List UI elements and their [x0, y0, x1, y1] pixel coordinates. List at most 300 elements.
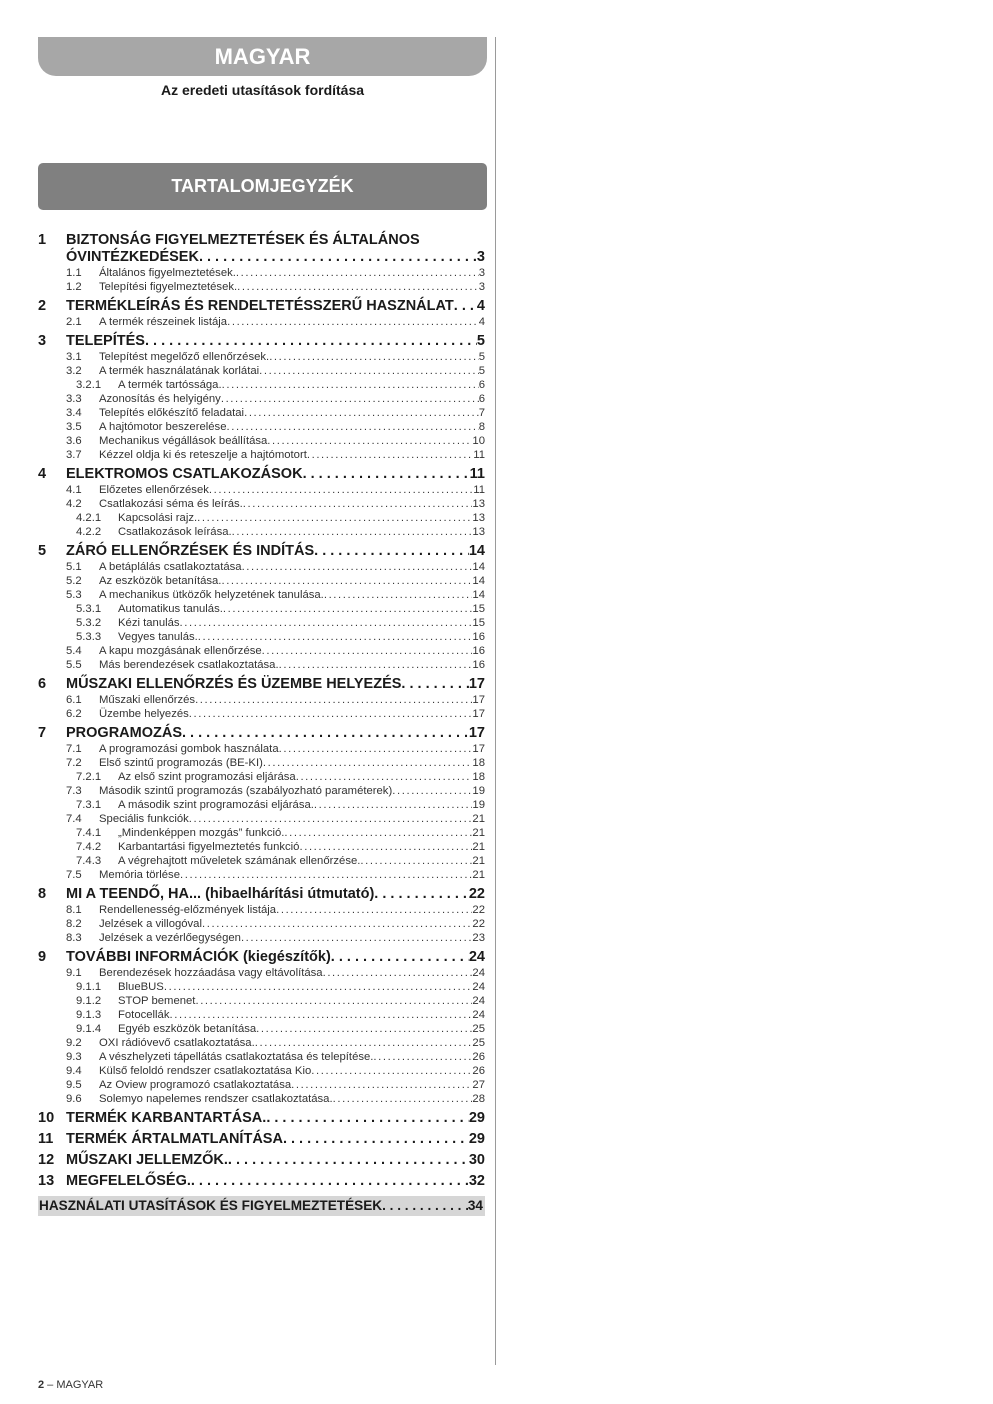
toc-entry-page: 5: [478, 351, 485, 363]
toc-entry-number: 5: [38, 543, 47, 559]
user-instructions-page: 34: [467, 1198, 483, 1213]
toc-entry[interactable]: [38, 658, 485, 672]
toc-entry-title: Műszaki ellenőrzés: [99, 694, 196, 706]
toc-entry-number: 9.1.4: [76, 1023, 102, 1035]
toc-entry[interactable]: [38, 448, 485, 462]
toc-entry-page: 21: [472, 827, 485, 839]
toc-entry-title: Csatlakozási séma és leírás.: [99, 498, 243, 510]
toc-entry[interactable]: [38, 350, 485, 364]
toc-entry-number: 3.2.1: [76, 379, 102, 391]
toc-entry-number: 9.1: [66, 967, 82, 979]
toc-entry[interactable]: [38, 406, 485, 420]
toc-list: [38, 266, 485, 1190]
leader-dots: [255, 1036, 473, 1050]
leader-dots: [314, 543, 469, 560]
toc-entry-page: 14: [472, 575, 485, 587]
toc-entry-number: 5.3: [66, 589, 82, 601]
toc-entry-number: 7.4.3: [76, 855, 102, 867]
toc-entry-title: A termék tartóssága.: [118, 379, 222, 391]
leader-dots: [198, 630, 473, 644]
toc-entry-number: 5.3.1: [76, 603, 102, 615]
toc-entry-title: Csatlakozások leírása.: [118, 526, 232, 538]
toc-entry-title: Előzetes ellenőrzések: [99, 484, 209, 496]
toc-entry-number: 4.2.2: [76, 526, 102, 538]
toc-entry-title: TERMÉK KARBANTARTÁSA.: [66, 1110, 267, 1126]
leader-dots: [227, 315, 479, 329]
toc-entry[interactable]: [38, 280, 485, 294]
toc-entry-page: 27: [472, 1079, 485, 1091]
toc-entry-title: Rendellenesség-előzmények listája: [99, 904, 277, 916]
toc-entry[interactable]: [38, 1092, 485, 1106]
toc-entry-title: Vegyes tanulás.: [118, 631, 198, 643]
toc-entry-title: Második szintű programozás (szabályozható paraméterek): [99, 785, 393, 797]
language-banner: MAGYAR: [38, 37, 487, 76]
leader-dots: [180, 616, 473, 630]
toc-entry-number: 3.4: [66, 407, 82, 419]
leader-dots: [189, 812, 473, 826]
toc-entry-page: 21: [472, 813, 485, 825]
toc-entry[interactable]: [38, 1078, 485, 1092]
toc-entry-number: 1: [38, 232, 47, 248]
toc-entry[interactable]: [38, 466, 485, 483]
toc-entry[interactable]: [38, 770, 485, 784]
leader-dots: [291, 1078, 472, 1092]
leader-dots: [303, 466, 470, 483]
toc-entry-title: Kézi tanulás: [118, 617, 180, 629]
toc-entry[interactable]: [38, 966, 485, 980]
leader-dots: [256, 1022, 472, 1036]
toc-entry-page: 17: [468, 725, 485, 741]
toc-entry-title: Kézzel oldja ki és reteszelje a hajtómotort: [99, 449, 307, 461]
toc-entry-title: A végrehajtott műveletek számának ellenőrzése.: [118, 855, 361, 867]
toc-entry[interactable]: [38, 798, 485, 812]
toc-entry-1[interactable]: [38, 232, 485, 249]
toc-entry[interactable]: [38, 1173, 485, 1190]
toc-entry[interactable]: [38, 298, 485, 315]
toc-entry-number: 8: [38, 886, 47, 902]
toc-entry-number: 9.6: [66, 1093, 82, 1105]
toc-entry[interactable]: [38, 630, 485, 644]
leader-dots: [333, 1092, 473, 1106]
toc-entry-title: Speciális funkciók: [99, 813, 189, 825]
leader-dots: [279, 742, 473, 756]
toc-entry[interactable]: [38, 543, 485, 560]
toc-entry-number: 13: [38, 1173, 55, 1189]
leader-dots: [284, 826, 472, 840]
leader-dots: [314, 798, 473, 812]
toc-entry-page: 24: [472, 967, 485, 979]
toc-entry-number: 7.3.1: [76, 799, 102, 811]
toc-entry-title: A hajtómotor beszerelése: [99, 421, 227, 433]
toc-entry-title: Kapcsolási rajz.: [118, 512, 198, 524]
toc-entry-page: 21: [472, 855, 485, 867]
toc-entry-page: 29: [468, 1131, 485, 1147]
toc-entry[interactable]: [38, 707, 485, 721]
leader-dots: [401, 676, 468, 693]
toc-entry[interactable]: [38, 511, 485, 525]
toc-entry-page: 25: [472, 1023, 485, 1035]
toc-entry-page: 15: [472, 617, 485, 629]
toc-entry-number: 9: [38, 949, 47, 965]
toc-entry-page: 24: [472, 1009, 485, 1021]
toc-entry-number: 9.4: [66, 1065, 82, 1077]
toc-entry-number: 5.4: [66, 645, 82, 657]
leader-dots: [202, 917, 472, 931]
toc-entry[interactable]: [38, 725, 485, 742]
toc-entry-number: 8.2: [66, 918, 82, 930]
toc-entry-title: Az Oview programozó csatlakoztatása: [99, 1079, 292, 1091]
toc-entry-page: 11: [473, 449, 485, 461]
toc-entry-title: Üzembe helyezés: [99, 708, 189, 720]
leader-dots: [373, 1050, 472, 1064]
toc-entry[interactable]: [38, 602, 485, 616]
toc-entry-page: 29: [468, 1110, 485, 1126]
leader-dots: [226, 420, 478, 434]
toc-entry[interactable]: [38, 315, 485, 329]
leader-dots: [311, 1064, 472, 1078]
toc-entry[interactable]: [38, 364, 485, 378]
toc-entry-page: 17: [472, 743, 485, 755]
toc-entry-page: 16: [472, 645, 485, 657]
toc-entry[interactable]: [38, 434, 485, 448]
leader-dots: [199, 249, 477, 266]
toc-entry-page: 18: [472, 757, 485, 769]
toc-entry-title: BlueBUS: [118, 981, 164, 993]
toc-entry-number: 3.3: [66, 393, 82, 405]
toc-entry[interactable]: [38, 483, 485, 497]
leader-dots: [164, 980, 473, 994]
toc-entry-title: MŰSZAKI ELLENŐRZÉS ÉS ÜZEMBE HELYEZÉS: [66, 676, 402, 692]
toc-entry-number: 9.3: [66, 1051, 82, 1063]
toc-entry[interactable]: [38, 949, 485, 966]
toc-entry[interactable]: [38, 1050, 485, 1064]
toc-entry-number: 7: [38, 725, 47, 741]
toc-entry-number: 4.2.1: [76, 512, 102, 524]
leader-dots: [392, 784, 472, 798]
toc-entry-page: 17: [468, 676, 485, 692]
toc-entry-title: Telepítés előkészítő feladatai: [99, 407, 245, 419]
toc-entry-title: Jelzések a villogóval: [99, 918, 202, 930]
toc-entry-number: 7.2.1: [76, 771, 102, 783]
toc-entry-page: 8: [478, 421, 485, 433]
leader-dots: [299, 840, 472, 854]
leader-dots: [269, 350, 479, 364]
toc-entry-page: 26: [472, 1051, 485, 1063]
toc-entry-number: 1.1: [66, 267, 82, 279]
toc-entry[interactable]: [38, 676, 485, 693]
footer-page-number: 2: [38, 1379, 45, 1391]
toc-entry-title: A betáplálás csatlakoztatása: [99, 561, 242, 573]
toc-entry-page: 4: [478, 316, 485, 328]
leader-dots: [236, 266, 479, 280]
toc-entry[interactable]: [38, 266, 485, 280]
toc-entry-page: 21: [472, 841, 485, 853]
toc-entry[interactable]: [38, 1022, 485, 1036]
leader-dots: [195, 994, 472, 1008]
toc-entry-title: Automatikus tanulás.: [118, 603, 223, 615]
leader-dots: [222, 378, 479, 392]
toc-entry[interactable]: [38, 420, 485, 434]
toc-entry[interactable]: [38, 1036, 485, 1050]
toc-entry-page: 14: [472, 561, 485, 573]
toc-entry-page: 24: [472, 981, 485, 993]
toc-entry-number: 8.3: [66, 932, 82, 944]
toc-title-banner: TARTALOMJEGYZÉK: [38, 163, 487, 210]
toc-entry[interactable]: [38, 917, 485, 931]
toc-entry-page: 24: [468, 949, 485, 965]
toc-entry-page: 24: [472, 995, 485, 1007]
toc-entry-title: Telepítési figyelmeztetések.: [99, 281, 238, 293]
footer-separator: –: [44, 1379, 57, 1391]
toc-entry[interactable]: [38, 560, 485, 574]
toc-entry-title: Solemyo napelemes rendszer csatlakoztatása.: [99, 1093, 333, 1105]
leader-dots: [223, 602, 473, 616]
leader-dots: [323, 966, 473, 980]
toc-entry-title: TOVÁBBI INFORMÁCIÓK (kiegészítők): [66, 949, 331, 965]
toc-entry-title: TELEPÍTÉS: [66, 333, 145, 349]
toc-entry[interactable]: [38, 756, 485, 770]
toc-entry-page: 19: [472, 785, 485, 797]
toc-entry-title: Karbantartási figyelmeztetés funkció: [118, 841, 300, 853]
toc-entry-title: Mechanikus végállások beállítása: [99, 435, 268, 447]
toc-entry-title: Egyéb eszközök betanítása: [118, 1023, 257, 1035]
user-instructions-entry[interactable]: [38, 1196, 485, 1216]
toc-entry-title: A mechanikus ütközők helyzetének tanulása.: [99, 589, 324, 601]
toc-entry-number: 7.3: [66, 785, 82, 797]
toc-entry-page: 3: [478, 267, 485, 279]
toc-entry-page: 11: [473, 484, 485, 496]
toc-entry-title: Memória törlése: [99, 869, 180, 881]
toc-entry-page: 13: [472, 498, 485, 510]
leader-dots: [197, 511, 472, 525]
leader-dots: [180, 868, 472, 882]
toc-entry-page: 5: [478, 365, 485, 377]
toc-entry-page: 5: [476, 333, 485, 349]
toc-entry-title: A termék részeinek listája: [99, 316, 228, 328]
toc-entry-title: „Mindenképpen mozgás” funkció.: [118, 827, 285, 839]
toc-entry-title: Az első szint programozási eljárása: [118, 771, 296, 783]
toc-entry[interactable]: [38, 1110, 485, 1127]
toc-entry[interactable]: [38, 812, 485, 826]
toc-entry[interactable]: [38, 588, 485, 602]
toc-entry-number: 5.5: [66, 659, 82, 671]
toc-entry-title: TERMÉKLEÍRÁS ÉS RENDELTETÉSSZERŰ HASZNÁLAT: [66, 298, 454, 314]
leader-dots: [145, 333, 477, 350]
toc-entry-number: 6.2: [66, 708, 82, 720]
toc-entry-number: 7.4.1: [76, 827, 102, 839]
toc-entry[interactable]: [38, 854, 485, 868]
toc-entry[interactable]: [38, 994, 485, 1008]
toc-entry[interactable]: [38, 574, 485, 588]
toc-entry-title: A vészhelyzeti tápellátás csatlakoztatása és telepítése.: [99, 1051, 374, 1063]
toc-entry-page: 13: [472, 526, 485, 538]
leader-dots: [241, 931, 472, 945]
toc-entry-page: 11: [469, 466, 485, 482]
toc-entry[interactable]: [38, 886, 485, 903]
toc-entry-number: 3.2: [66, 365, 82, 377]
leader-dots: [209, 483, 473, 497]
toc-entry-title: ZÁRÓ ELLENŐRZÉSEK ÉS INDÍTÁS: [66, 543, 315, 559]
toc-entry-number: 9.2: [66, 1037, 82, 1049]
leader-dots: [232, 525, 473, 539]
toc-entry-number: 5.2: [66, 575, 82, 587]
toc-entry-page: 30: [468, 1152, 485, 1168]
toc-entry-page: 3: [476, 249, 485, 265]
toc-entry-title: MEGFELELŐSÉG.: [66, 1173, 191, 1189]
toc-entry-number: 8.1: [66, 904, 82, 916]
toc-entry-page: 22: [472, 904, 485, 916]
toc-entry-page: 14: [472, 589, 485, 601]
leader-dots: [324, 588, 473, 602]
toc-entry-number: 5.3.2: [76, 617, 102, 629]
toc-entry-title: Azonosítás és helyigény: [99, 393, 221, 405]
leader-dots: [262, 644, 473, 658]
toc-entry-1-cont[interactable]: [38, 249, 485, 266]
toc-entry[interactable]: [38, 1131, 485, 1148]
toc-entry-number: 11: [38, 1131, 54, 1147]
leader-dots: [360, 854, 472, 868]
toc-entry[interactable]: [38, 1008, 485, 1022]
column-divider: [495, 37, 496, 1365]
leader-dots: [195, 693, 472, 707]
leader-dots: [244, 406, 479, 420]
leader-dots: [279, 658, 473, 672]
toc-entry-title: Általános figyelmeztetések.: [99, 267, 236, 279]
toc-entry[interactable]: [38, 378, 485, 392]
toc-entry[interactable]: [38, 742, 485, 756]
toc-entry-number: 3.1: [66, 351, 82, 363]
toc-entry[interactable]: [38, 693, 485, 707]
toc-entry-page: 22: [468, 886, 485, 902]
toc-entry[interactable]: [38, 1064, 485, 1078]
toc-entry-title: Az eszközök betanítása.: [99, 575, 222, 587]
toc-entry-page: 17: [472, 694, 485, 706]
toc-entry-number: 7.5: [66, 869, 82, 881]
leader-dots: [182, 725, 469, 742]
toc-entry-page: 6: [478, 393, 485, 405]
toc-entry[interactable]: [38, 644, 485, 658]
toc-entry-number: 5.1: [66, 561, 82, 573]
toc-entry-page: 6: [478, 379, 485, 391]
toc-entry[interactable]: [38, 392, 485, 406]
toc-entry-title: TERMÉK ÁRTALMATLANÍTÁSA: [66, 1131, 283, 1147]
leader-dots: [191, 1173, 469, 1190]
user-instructions-title: HASZNÁLATI UTASÍTÁSOK ÉS FIGYELMEZTETÉSEK: [39, 1198, 383, 1213]
leader-dots: [263, 756, 473, 770]
toc-entry-number: 2.1: [66, 316, 82, 328]
toc-entry-page: 7: [478, 407, 485, 419]
toc-entry-title-line2: ÓVINTÉZKEDÉSEK: [66, 249, 199, 265]
toc-entry[interactable]: [38, 616, 485, 630]
leader-dots: [259, 364, 479, 378]
toc-entry-number: 6: [38, 676, 47, 692]
toc-entry-number: 1.2: [66, 281, 82, 293]
leader-dots: [283, 1131, 469, 1148]
toc-entry-page: 26: [472, 1065, 485, 1077]
page-subtitle: Az eredeti utasítások fordítása: [160, 82, 365, 98]
toc-entry[interactable]: [38, 784, 485, 798]
toc-entry-number: 4.2: [66, 498, 82, 510]
toc-entry-page: 16: [472, 659, 485, 671]
toc-entry-number: 3.6: [66, 435, 82, 447]
toc-entry-number: 9.5: [66, 1079, 82, 1091]
toc-entry-number: 7.4.2: [76, 841, 102, 853]
toc-entry-title-line1: BIZTONSÁG FIGYELMEZTETÉSEK ÉS ÁLTALÁNOS: [66, 232, 420, 248]
toc-entry-page: 32: [468, 1173, 485, 1189]
toc-entry-page: 3: [478, 281, 485, 293]
leader-dots: [189, 707, 473, 721]
toc-entry-title: Más berendezések csatlakoztatása.: [99, 659, 279, 671]
toc-entry-title: A programozási gombok használata: [99, 743, 279, 755]
toc-entry-title: A kapu mozgásának ellenőrzése: [99, 645, 262, 657]
toc-entry-number: 9.1.2: [76, 995, 102, 1007]
toc-entry[interactable]: [38, 868, 485, 882]
toc-entry-number: 6.1: [66, 694, 82, 706]
toc-entry-number: 7.2: [66, 757, 82, 769]
toc-entry-page: 18: [472, 771, 485, 783]
toc-entry-title: STOP bemenet: [118, 995, 196, 1007]
toc-entry[interactable]: [38, 1152, 485, 1169]
leader-dots: [374, 886, 469, 903]
toc-entry[interactable]: [38, 525, 485, 539]
toc-entry[interactable]: [38, 840, 485, 854]
toc-entry-number: 9.1.3: [76, 1009, 102, 1021]
toc-entry-title: Jelzések a vezérlőegységen: [99, 932, 241, 944]
toc-entry[interactable]: [38, 826, 485, 840]
toc-entry-page: 25: [472, 1037, 485, 1049]
leader-dots: [307, 448, 473, 462]
leader-dots: [276, 903, 472, 917]
toc-entry-title: PROGRAMOZÁS: [66, 725, 182, 741]
toc-entry-title: Külső feloldó rendszer csatlakoztatása Kio: [99, 1065, 312, 1077]
toc-entry-title: Első szintű programozás (BE-KI): [99, 757, 263, 769]
toc-entry[interactable]: [38, 333, 485, 350]
leader-dots: [296, 770, 473, 784]
toc-entry-number: 3: [38, 333, 47, 349]
toc-entry-number: 7.4: [66, 813, 82, 825]
toc-entry-page: 10: [472, 435, 485, 447]
leader-dots: [331, 949, 469, 966]
toc-entry-number: 12: [38, 1152, 55, 1168]
leader-dots: [170, 1008, 473, 1022]
toc-entry-number: 4.1: [66, 484, 82, 496]
page-footer: [38, 1379, 103, 1391]
leader-dots: [454, 298, 477, 315]
toc-entry[interactable]: [38, 497, 485, 511]
leader-dots: [266, 1110, 469, 1127]
toc-entry-number: 10: [38, 1110, 55, 1126]
leader-dots: [221, 392, 479, 406]
toc-entry-page: 21: [472, 869, 485, 881]
toc-entry-number: 3.7: [66, 449, 82, 461]
toc-entry-number: 7.1: [66, 743, 82, 755]
toc-entry[interactable]: [38, 903, 485, 917]
leader-dots: [382, 1196, 468, 1216]
toc-entry-page: 28: [472, 1093, 485, 1105]
toc-entry-title: ELEKTROMOS CSATLAKOZÁSOK: [66, 466, 303, 482]
leader-dots: [267, 434, 472, 448]
toc-entry-title: MŰSZAKI JELLEMZŐK.: [66, 1152, 228, 1168]
toc-entry[interactable]: [38, 980, 485, 994]
leader-dots: [237, 280, 479, 294]
leader-dots: [243, 497, 473, 511]
toc-entry[interactable]: [38, 931, 485, 945]
leader-dots: [242, 560, 473, 574]
toc-entry-page: 14: [468, 543, 485, 559]
toc-entry-title: A második szint programozási eljárása.: [118, 799, 314, 811]
toc-entry-title: Fotocellák: [118, 1009, 170, 1021]
toc-entry-title: Berendezések hozzáadása vagy eltávolítása: [99, 967, 323, 979]
